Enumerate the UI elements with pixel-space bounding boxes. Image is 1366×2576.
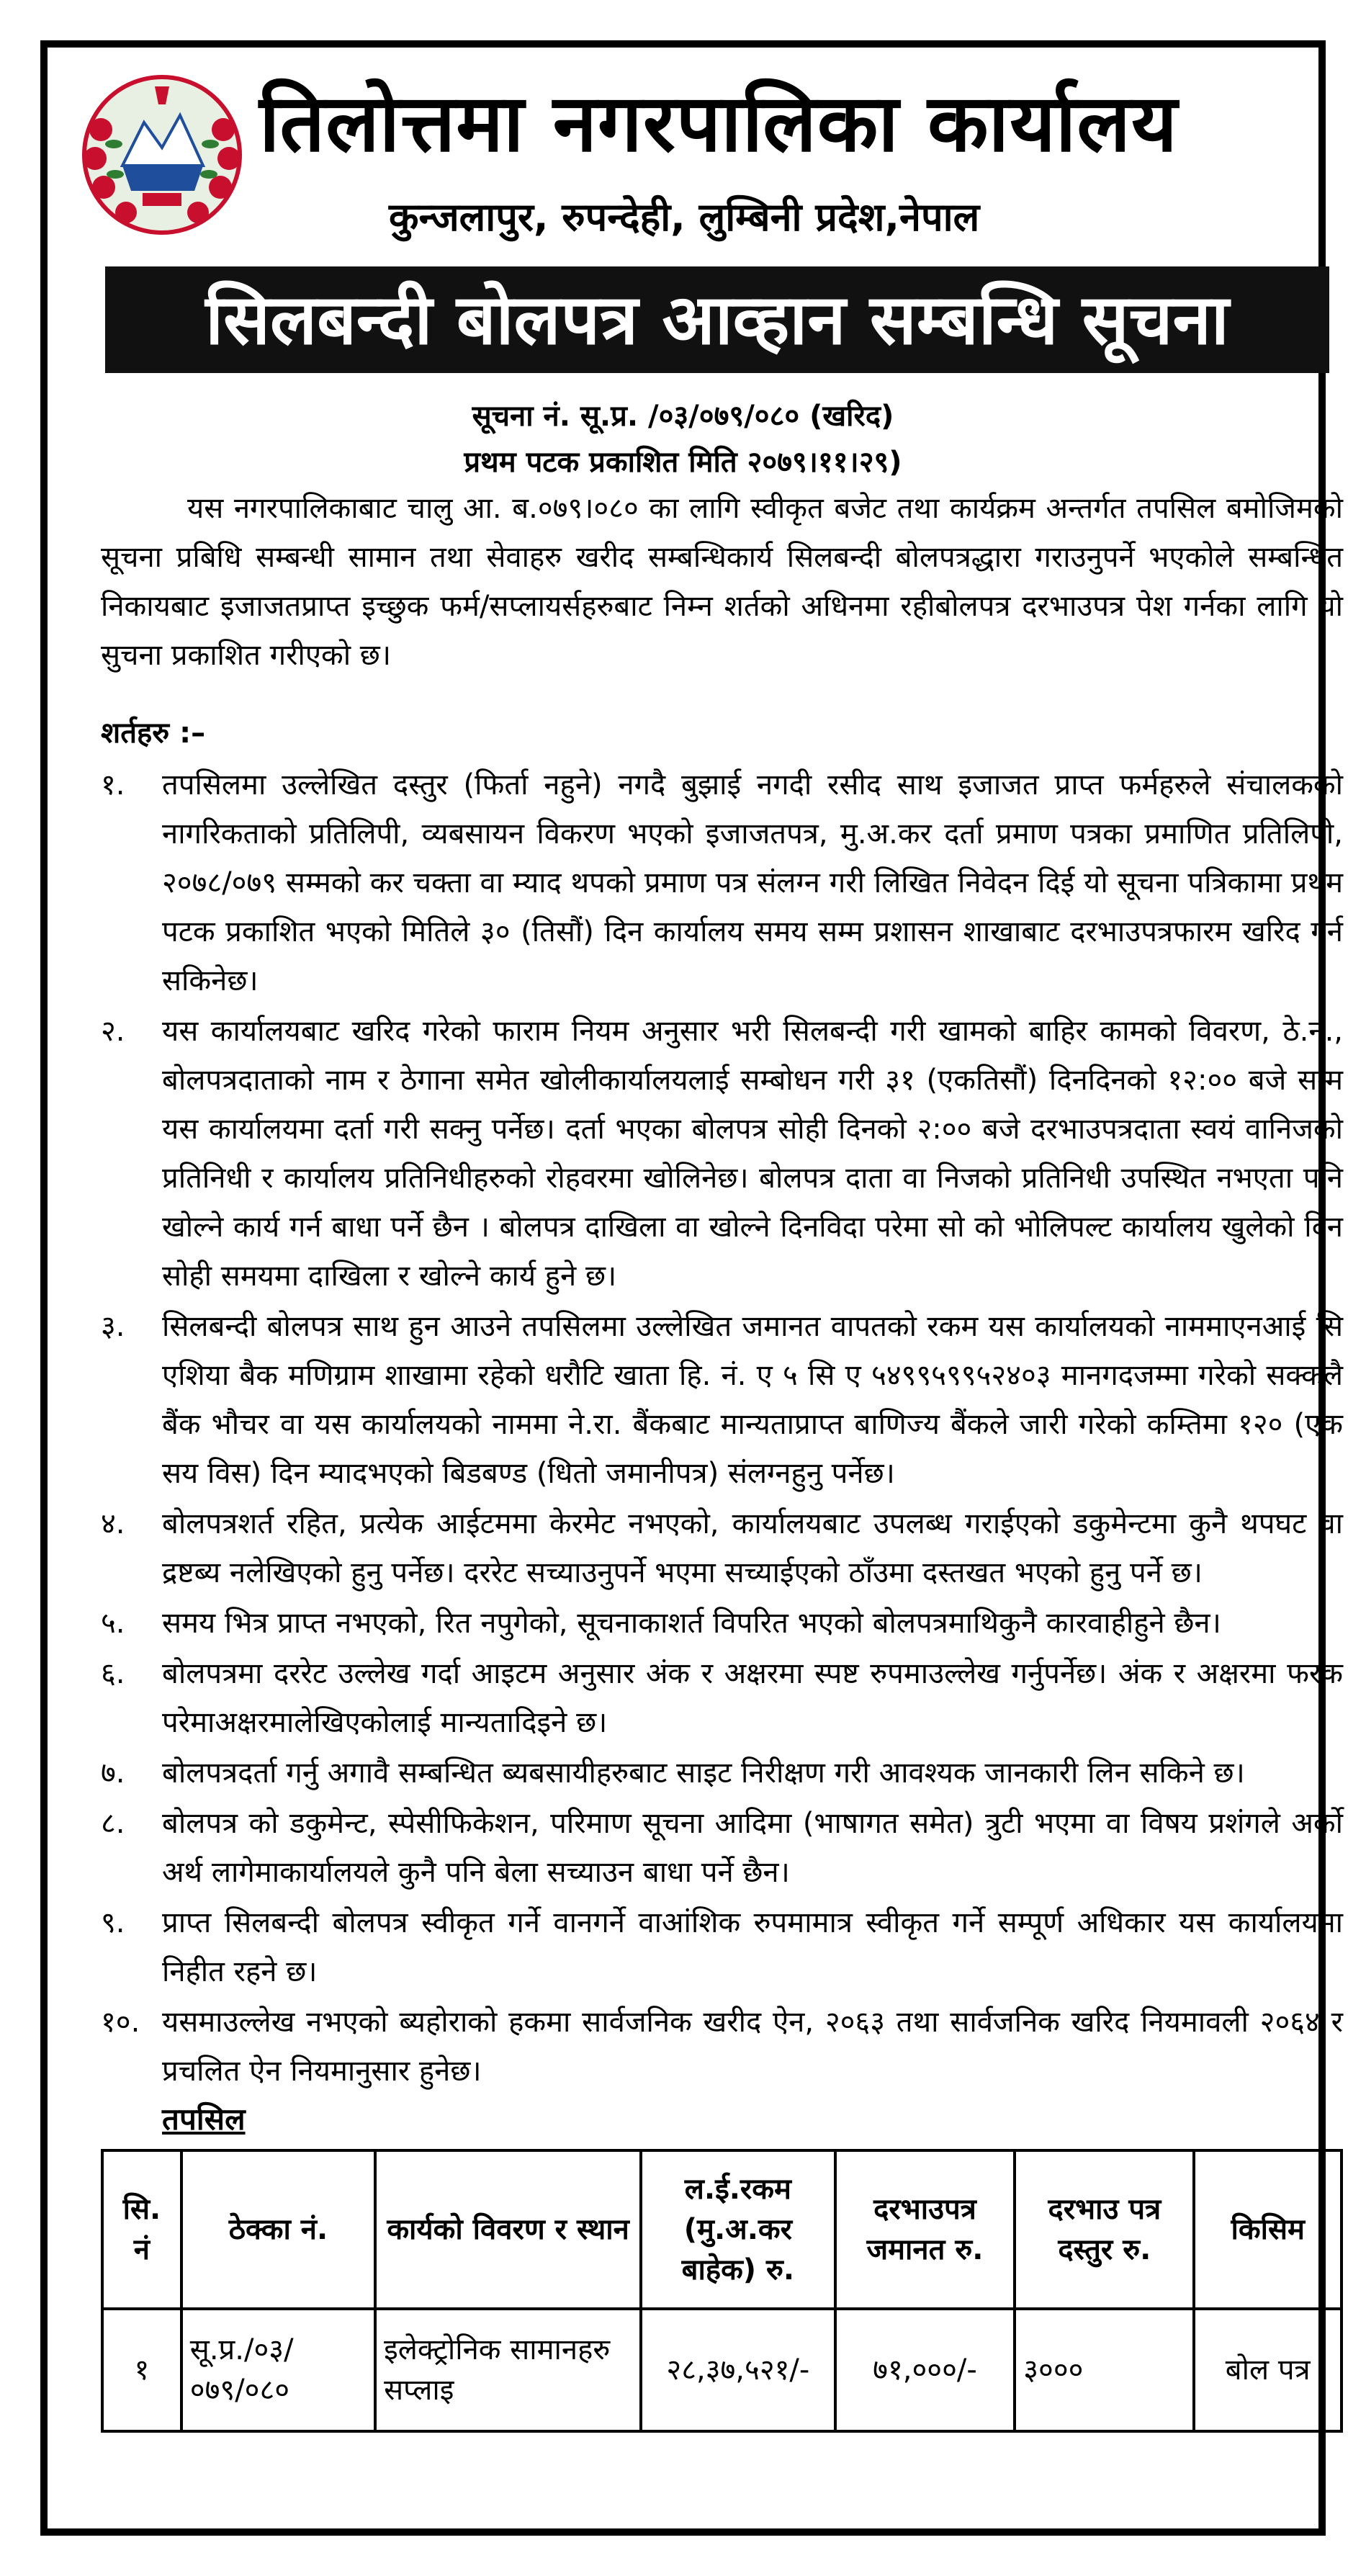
col-header-bid-security: दरभाउपत्र जमानत रु.: [835, 2150, 1015, 2309]
condition-number: ८.: [101, 1807, 125, 1840]
notice-body: [101, 484, 1343, 2433]
condition-text: बोलपत्रशर्त रहित, प्रत्येक आईटममा केरमेट नभएको, कार्यालयबाट उपलब्ध गराईएको डकुमेन्टमा कुनै थपघट वा द्रष्टब्य नलेखिएको हुनु पर्नेछ। दररेट सच्याउनुपर्ने भएमा सच्याईएको ठाँउमा दस्तखत भएको हुनु पर्ने छ।: [162, 1507, 1343, 1589]
condition-text: प्राप्त सिलबन्दी बोलपत्र स्वीकृत गर्ने वानगर्ने वाआंशिक रुपमामात्र स्वीकृत गर्ने सम्पूर्ण अधिकार यस कार्यालयमा निहीत रहने छ।: [162, 1906, 1343, 1988]
condition-number: ५.: [101, 1607, 125, 1640]
condition-item: [101, 1599, 1343, 1648]
condition-item: [101, 1998, 1343, 2096]
condition-item: [101, 1749, 1343, 1798]
col-header-contract-no: ठेक्का नं.: [181, 2150, 375, 2309]
table-row: [102, 2309, 1342, 2431]
condition-item: [101, 1799, 1343, 1897]
condition-item: [101, 1898, 1343, 1996]
condition-text: तपसिलमा उल्लेखित दस्तुर (फिर्ता नहुने) नगदै बुझाई नगदी रसीद साथ इजाजत प्राप्त फर्महरुले संचालकको नागरिकताको प्रतिलिपी, व्यबसायन विकरण भएको इजाजतपत्र, मु.अ.कर दर्ता प्रमाण पत्रका प्रमाणित प्रतिलिपी, २०७८/०७९ सम्मको कर चक्ता वा म्याद थपको प्रमाण पत्र संलग्न गरी लिखित निवेदन दिई यो सूचना पत्रिकामा प्रथम पटक प्रकाशित भएको मितिले ३० (तिसौं) दिन कार्यालय समय सम्म प्रशासन शाखाबाट दरभाउपत्रफारम खरिद गर्न सकिनेछ।: [162, 768, 1343, 997]
notice-banner: [105, 266, 1329, 373]
schedule-title: तपसिल: [162, 2101, 246, 2137]
condition-text: सिलबन्दी बोलपत्र साथ हुन आउने तपसिलमा उल्लेखित जमानत वापतको रकम यस कार्यालयको नाममाएनआई सि एशिया बैक मणिग्राम शाखामा रहेको धरौटि खाता हि. नं. ए ५ सि ए ५४९९५९९५२४०३ मानगदजम्मा गरेको सक्कलै बैंक भौचर वा यस कार्यालयको नाममा ने.रा. बैंकबाट मान्यताप्राप्त बाणिज्य बैंकले जारी गरेको कम्तिमा १२० (एक सय विस) दिन म्यादभएको बिडबण्ड (धितो जमानीपत्र) संलग्नहुनु पर्नेछ।: [162, 1310, 1343, 1490]
condition-text: यसमाउल्लेख नभएको ब्यहोराको हकमा सार्वजनिक खरीद ऐन, २०६३ तथा सार्वजनिक खरिद नियमावली २०६४ र प्रचलित ऐन नियमानुसार हुनेछ।: [162, 2006, 1343, 2088]
cell-bid-security: ७१,०००/-: [835, 2309, 1015, 2431]
condition-item: [101, 1649, 1343, 1747]
condition-number: ३.: [101, 1310, 125, 1343]
condition-number: १.: [101, 768, 125, 802]
condition-number: ९.: [101, 1906, 125, 1939]
condition-number: ६.: [101, 1657, 125, 1690]
cell-document-fee: ३०००: [1015, 2309, 1194, 2431]
col-header-document-fee: दरभाउ पत्र दस्तुर रु.: [1015, 2150, 1194, 2309]
conditions-heading: शर्तहरु :–: [101, 717, 206, 750]
notice-number: सूचना नं. सू.प्र. /०३/०७९/०८० (खरिद): [472, 400, 894, 433]
condition-item: [101, 1499, 1343, 1597]
intro-paragraph: यस नगरपालिकाबाट चालु आ. ब.०७९।०८० का लागि स्वीकृत बजेट तथा कार्यक्रम अन्तर्गत तपसिल बमोजिमको सूचना प्रबिधि सम्बन्धी सामान तथा सेवाहरु खरीद सम्बन्धिकार्य सिलबन्दी बोलपत्रद्धारा गराउनुपर्ने भएकोले सम्बन्धित निकायबाट इजाजतप्राप्त इच्छुक फर्म/सप्लायर्सहरुबाट निम्न शर्तको अधिनमा रहीबोलपत्र दरभाउपत्र पेश गर्नका लागि यो सुचना प्रकाशित गरीएको छ।: [101, 492, 1343, 672]
condition-number: ७.: [101, 1756, 125, 1790]
cell-work-description: इलेक्ट्रोनिक सामानहरु सप्लाइ: [375, 2309, 641, 2431]
col-header-type: किसिम: [1194, 2150, 1342, 2309]
office-name: तिलोत्तमा नगरपालिका कार्यालय: [259, 77, 1178, 169]
schedule-table: [101, 2149, 1343, 2433]
conditions-list: [101, 760, 1343, 2096]
col-header-work-description: कार्यको विवरण र स्थान: [375, 2150, 641, 2309]
condition-number: २.: [101, 1015, 125, 1048]
cell-serial: १: [102, 2309, 181, 2431]
banner-title: सिलबन्दी बोलपत्र आव्हान सम्बन्धि सूचना: [205, 279, 1229, 360]
municipality-emblem: [79, 72, 245, 238]
condition-text: बोलपत्र को डकुमेन्ट, स्पेसीफिकेशन, परिमाण सूचना आदिमा (भाषागत समेत) त्रुटी भएमा वा विषय प्रशंगले अर्को अर्थ लागेमाकार्यालयले कुनै पनि बेला सच्याउन बाधा पर्ने छैन।: [162, 1807, 1343, 1889]
cell-type: बोल पत्र: [1194, 2309, 1342, 2431]
condition-item: [101, 1007, 1343, 1301]
table-header-row: [102, 2150, 1342, 2309]
condition-number: ४.: [101, 1507, 125, 1540]
condition-text: यस कार्यालयबाट खरिद गरेको फाराम नियम अनुसार भरी सिलबन्दी गरी खामको बाहिर कामको विवरण, ठे.नं., बोलपत्रदाताको नाम र ठेगाना समेत खोलीकार्यालयलाई सम्बोधन गरी ३१ (एकतिसौं) दिनदिनको १२:०० बजे सम्म यस कार्यालयमा दर्ता गरी सक्नु पर्नेछ। दर्ता भएका बोलपत्र सोही दिनको २:०० बजे दरभाउपत्रदाता स्वयं वानिजको प्रतिनिधी र कार्यालय प्रतिनिधीहरुको रोहवरमा खोलिनेछ। बोलपत्र दाता वा निजको प्रतिनिधी उपस्थित नभएता पनि खोल्ने कार्य गर्न बाधा पर्ने छैन । बोलपत्र दाखिला वा खोल्ने दिनविदा परेमा सो को भोलिपल्ट कार्यालय खुलेको दिन सोही समयमा दाखिला र खोल्ने कार्य हुने छ।: [162, 1015, 1343, 1293]
first-published-date: प्रथम पटक प्रकाशित मिति २०७९।११।२९): [464, 446, 902, 479]
condition-text: बोलपत्रमा दररेट उल्लेख गर्दा आइटम अनुसार अंक र अक्षरमा स्पष्ट रुपमाउल्लेख गर्नुपर्नेछ। अंक र अक्षरमा फरक परेमाअक्षरमालेखिएकोलाई मान्यतादिइने छ।: [162, 1657, 1343, 1739]
condition-text: समय भित्र प्राप्त नभएको, रित नपुगेको, सूचनाकाशर्त विपरित भएको बोलपत्रमाथिकुनै कारवाहीहुने छैन।: [162, 1607, 1221, 1640]
col-header-cost-estimate: ल.ई.रकम (मु.अ.कर बाहेक) रु.: [641, 2150, 835, 2309]
cell-cost-estimate: २८,३७,५२१/-: [641, 2309, 835, 2431]
condition-number: १०.: [101, 2006, 140, 2039]
col-header-serial: सि. नं: [102, 2150, 181, 2309]
condition-item: [101, 1302, 1343, 1498]
office-address: कुन्जलापुर, रुपन्देही, लुम्बिनी प्रदेश,नेपाल: [389, 194, 980, 240]
cell-contract-no: सू.प्र./०३/ ०७९/०८०: [181, 2309, 375, 2431]
condition-text: बोलपत्रदर्ता गर्नु अगावै सम्बन्धित ब्यबसायीहरुबाट साइट निरीक्षण गरी आवश्यक जानकारी लिन सकिने छ।: [162, 1756, 1245, 1790]
condition-item: [101, 760, 1343, 1005]
